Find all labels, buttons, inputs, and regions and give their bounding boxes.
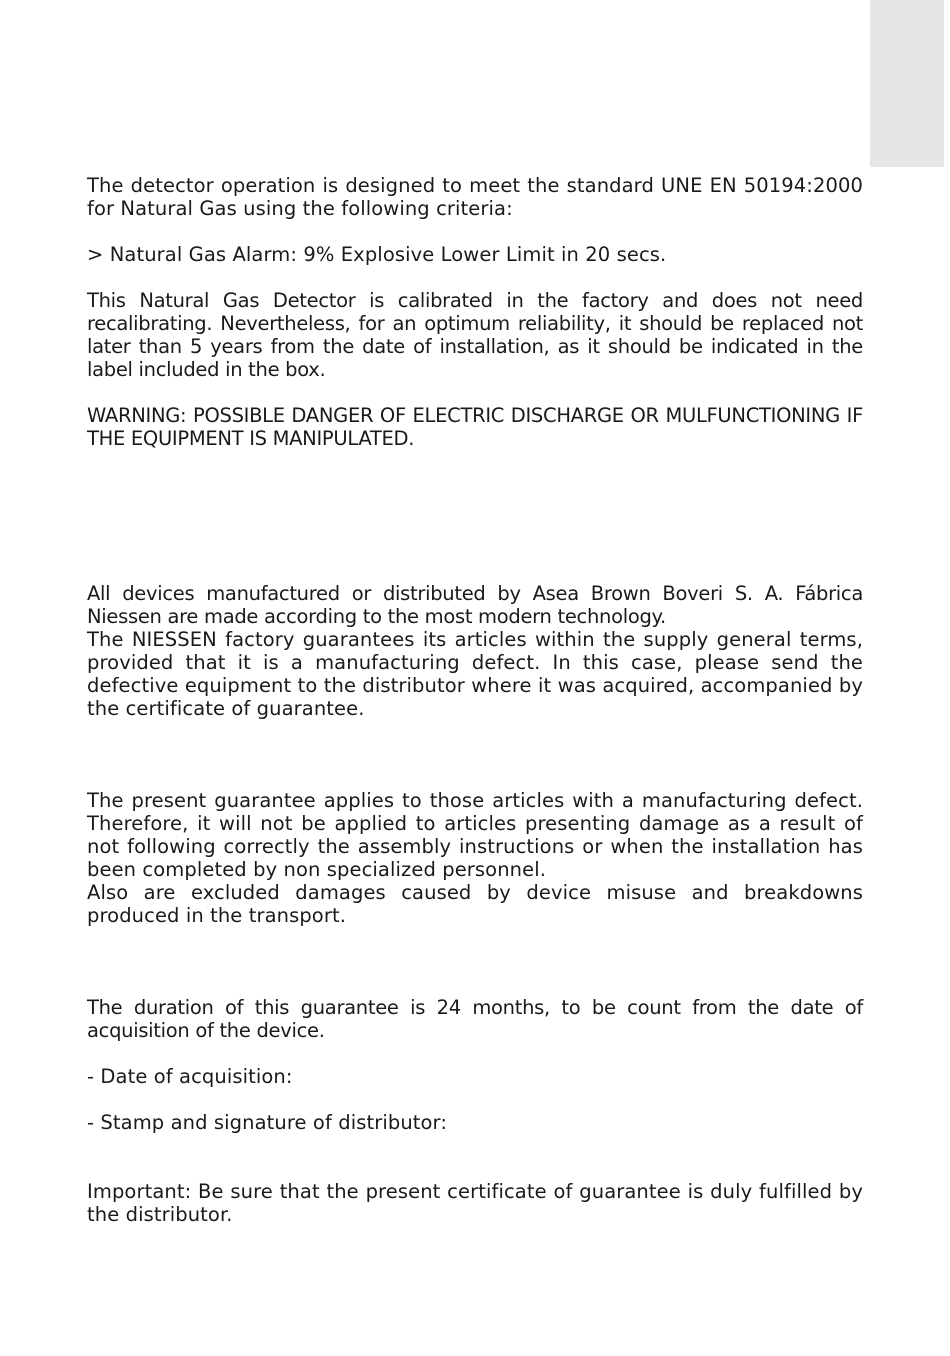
stamp-signature-label: - Stamp and signature of distributor:	[87, 1111, 448, 1134]
guarantee-terms-paragraph	[87, 628, 863, 720]
calibration-paragraph	[87, 289, 863, 381]
operation-intro-text: The detector operation is designed to meet the standard UNE EN 50194:2000 for Natural Gas using the following criteria:	[87, 174, 863, 220]
manufacture-text: All devices manufactured or distributed by Asea Brown Boveri S. A. Fábrica Niessen are made according to the most modern technology.	[87, 582, 863, 628]
important-note-text: Important: Be sure that the present certificate of guarantee is duly fulfilled by the distributor.	[87, 1180, 863, 1226]
section-side-tab	[870, 0, 944, 167]
warning-paragraph	[87, 404, 863, 450]
exclusions-extra-text: Also are excluded damages caused by device misuse and breakdowns produced in the transport.	[87, 881, 863, 927]
calibration-text: This Natural Gas Detector is calibrated in the factory and does not need recalibrating. Nevertheless, for an optimum reliability, it should be replaced not later than 5 years from the date of installation, as it should be indicated in the label included in the box.	[87, 289, 863, 381]
exclusions-text: The present guarantee applies to those articles with a manufacturing defect. Therefore, it will not be applied to articles presenting damage as a result of not following correctly the assembly instructions or when the installation has been completed by non specialized personnel.	[87, 789, 863, 881]
warning-text: WARNING: POSSIBLE DANGER OF ELECTRIC DISCHARGE OR MULFUNCTIONING IF THE EQUIPMENT IS MANIPULATED.	[87, 404, 863, 450]
guarantee-terms-text: The NIESSEN factory guarantees its articles within the supply general terms, provided that it is a manufacturing defect. In this case, please send the defective equipment to the distributor where it was acquired, accompanied by the certificate of guarantee.	[87, 628, 863, 720]
date-of-acquisition-label: - Date of acquisition:	[87, 1065, 293, 1088]
stamp-signature-field	[87, 1111, 863, 1134]
operation-intro-paragraph	[87, 174, 863, 220]
duration-text: The duration of this guarantee is 24 months, to be count from the date of acquisition of the device.	[87, 996, 863, 1042]
alarm-criteria-text: > Natural Gas Alarm: 9% Explosive Lower Limit in 20 secs.	[87, 243, 667, 266]
exclusions-extra-paragraph	[87, 881, 863, 927]
alarm-criteria-line	[87, 243, 863, 266]
exclusions-paragraph	[87, 789, 863, 881]
important-note-paragraph	[87, 1180, 863, 1226]
duration-paragraph	[87, 996, 863, 1042]
manufacture-paragraph	[87, 582, 863, 628]
date-of-acquisition-field	[87, 1065, 863, 1088]
